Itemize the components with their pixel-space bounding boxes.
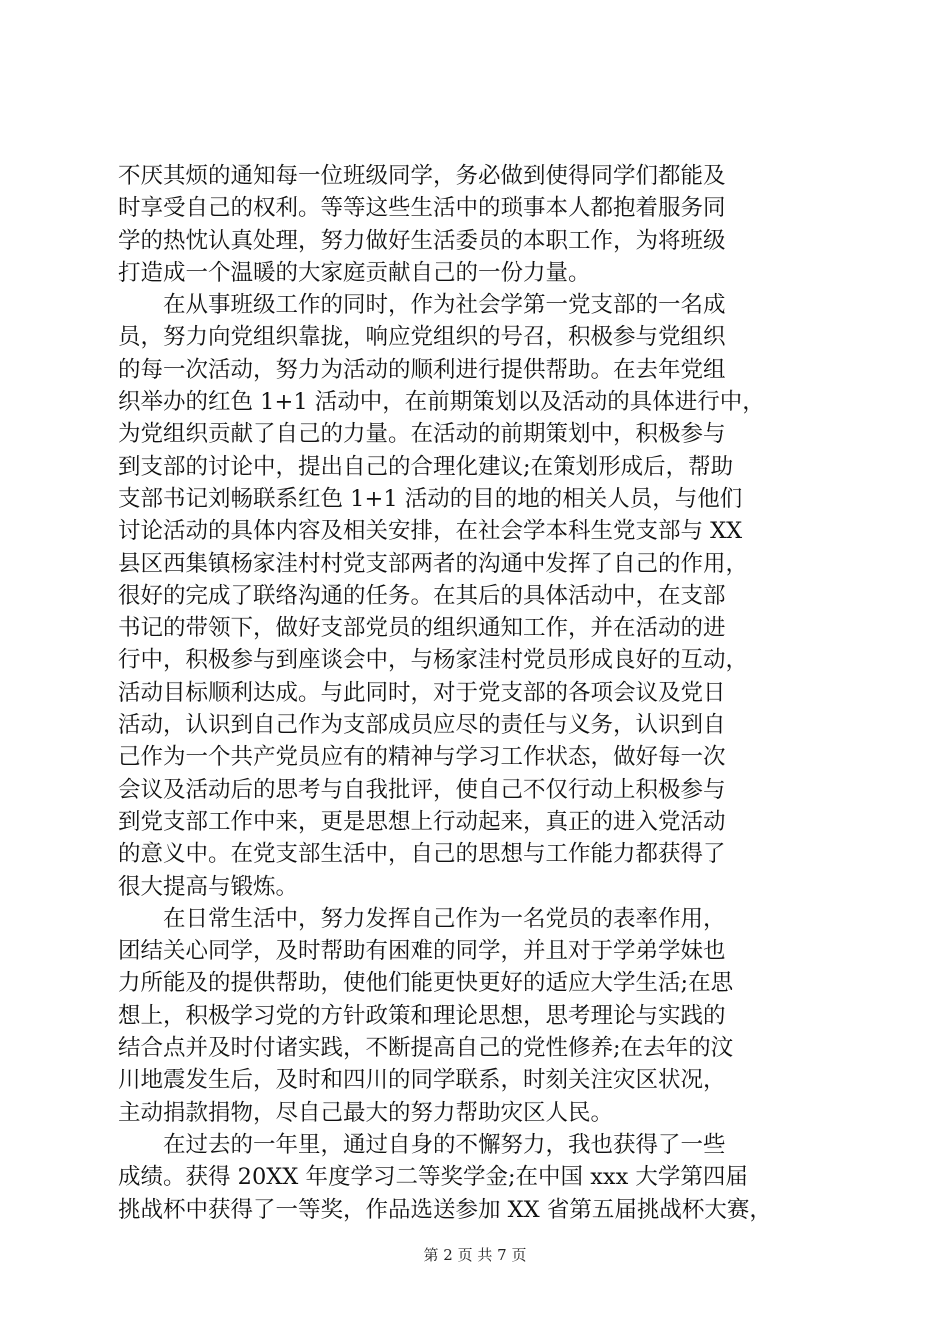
text-line: 力所能及的提供帮助，使他们能更快更好的适应大学生活;在思 <box>118 970 734 997</box>
text-line: 的每一次活动，努力为活动的顺利进行提供帮助。在去年党组 <box>118 356 726 383</box>
text-line: 川地震发生后，及时和四川的同学联系，时刻关注灾区状况， <box>118 1067 726 1094</box>
text-line: 结合点并及时付诸实践，不断提高自己的党性修养;在去年的汶 <box>118 1035 734 1062</box>
text-line: 很大提高与锻炼。 <box>118 873 299 900</box>
text-line: 会议及活动后的思考与自我批评，使自己不仅行动上积极参与 <box>118 776 726 803</box>
text-line: 讨论活动的具体内容及相关安排，在社会学本科生党支部与 XX <box>118 518 743 545</box>
text-line: 为党组织贡献了自己的力量。在活动的前期策划中，积极参与 <box>118 421 726 448</box>
text-line: 团结关心同学，及时帮助有困难的同学，并且对于学弟学妹也 <box>118 938 726 965</box>
text-line: 书记的带领下，做好支部党员的组织通知工作，并在活动的进 <box>118 615 726 642</box>
text-line: 织举办的红色 1+1 活动中，在前期策划以及活动的具体进行中， <box>118 389 765 416</box>
text-line: 时享受自己的权利。等等这些生活中的琐事本人都抱着服务同 <box>118 195 726 222</box>
text-line: 行中，积极参与到座谈会中，与杨家洼村党员形成良好的互动， <box>118 647 749 674</box>
text-line: 活动目标顺利达成。与此同时，对于党支部的各项会议及党日 <box>118 679 726 706</box>
text-line: 在从事班级工作的同时，作为社会学第一党支部的一名成 <box>118 292 726 319</box>
text-line: 打造成一个温暖的大家庭贡献自己的一份力量。 <box>118 259 591 286</box>
text-line: 在过去的一年里，通过自身的不懈努力，我也获得了一些 <box>118 1131 726 1158</box>
text-line: 不厌其烦的通知每一位班级同学，务必做到使得同学们都能及 <box>118 163 726 189</box>
text-line: 员，努力向党组织靠拢，响应党组织的号召，积极参与党组织 <box>118 324 726 351</box>
text-line: 学的热忱认真处理，努力做好生活委员的本职工作，为将班级 <box>118 227 726 254</box>
text-line: 成绩。获得 20XX 年度学习二等奖学金;在中国 xxx 大学第四届 <box>118 1164 748 1191</box>
page-footer: 第 2 页 共 7 页 <box>423 1246 527 1264</box>
text-line: 到支部的讨论中，提出自己的合理化建议;在策划形成后，帮助 <box>118 453 734 480</box>
text-line: 很好的完成了联络沟通的任务。在其后的具体活动中，在支部 <box>118 582 726 609</box>
text-line: 支部书记刘畅联系红色 1+1 活动的目的地的相关人员，与他们 <box>118 485 743 512</box>
text-line: 到党支部工作中来，更是思想上行动起来，真正的进入党活动 <box>118 808 726 835</box>
text-line: 挑战杯中获得了一等奖，作品选送参加 XX 省第五届挑战杯大赛， <box>118 1196 772 1223</box>
text-line: 己作为一个共产党员应有的精神与学习工作状态，做好每一次 <box>118 744 726 771</box>
text-line: 在日常生活中，努力发挥自己作为一名党员的表率作用， <box>118 905 726 932</box>
text-line: 想上，积极学习党的方针政策和理论思想，思考理论与实践的 <box>118 1002 726 1029</box>
text-line: 县区西集镇杨家洼村村党支部两者的沟通中发挥了自己的作用， <box>118 550 749 577</box>
text-line: 的意义中。在党支部生活中，自己的思想与工作能力都获得了 <box>118 841 726 868</box>
document-body <box>118 160 838 1226</box>
text-line: 主动捐款捐物，尽自己最大的努力帮助灾区人民。 <box>118 1099 614 1126</box>
text-line: 活动，认识到自己作为支部成员应尽的责任与义务，认识到自 <box>118 712 726 739</box>
